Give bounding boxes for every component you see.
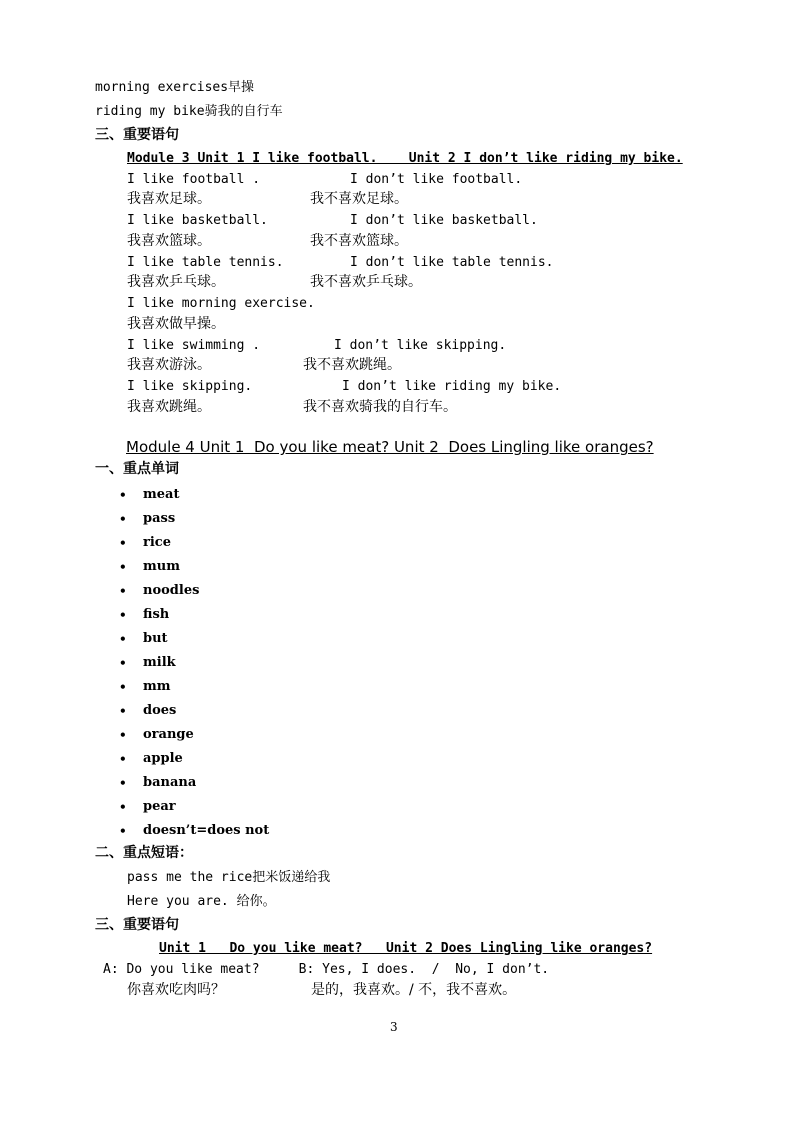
module3-heading: Module 3 Unit 1 I like football. Unit 2 I don’t like riding my bike. [127,151,683,166]
bullet-icon: • [119,584,127,598]
word-list [117,486,269,846]
word-text: mm [143,679,171,694]
bullet-icon: • [119,536,127,550]
bullet-icon: • [119,680,127,694]
bullet-icon: • [119,800,127,814]
list-item [117,606,269,630]
sentence-en-left: I like table tennis. [127,255,284,270]
word-text: fish [143,607,170,622]
sentence-en-right: I don’t like basketball. [350,213,538,228]
sentence-en-right: I don’t like skipping. [334,338,507,353]
section-title: 三、重要语句 [95,127,179,143]
bullet-icon: • [119,560,127,574]
section-title: 二、重点短语： [95,845,193,861]
bullet-icon: • [119,632,127,646]
word-text: noodles [143,583,200,598]
list-item [117,702,269,726]
dialog-line: A: Do you like meat? B: Yes, I does. / No, I don’t. [103,962,550,977]
sentence-cn-right: 我不喜欢乒乓球。 [310,274,422,290]
sentence-cn-left: 我喜欢跳绳。 [127,399,211,415]
phrase-line: pass me the rice把米饭递给我 [127,870,331,885]
word-text: banana [143,775,197,790]
word-text: but [143,631,168,646]
word-text: milk [143,655,176,670]
word-text: meat [143,487,180,502]
section-title: 一、重点单词 [95,461,179,477]
dialog-translation-right: 是的，我喜欢。/ 不，我不喜欢。 [311,982,517,998]
sentence-cn-right: 我不喜欢骑我的自行车。 [303,399,457,415]
list-item [117,726,269,750]
module4-heading: Module 4 Unit 1 Do you like meat? Unit 2 Does Lingling like oranges? [126,438,654,456]
bullet-icon: • [119,728,127,742]
list-item [117,558,269,582]
word-text: doesn’t=does not [143,823,270,838]
list-item [117,486,269,510]
sentence-cn-left: 我喜欢乒乓球。 [127,274,225,290]
list-item [117,678,269,702]
list-item [117,582,269,606]
sentence-cn-right: 我不喜欢足球。 [310,191,408,207]
bullet-icon: • [119,824,127,838]
phrase-line: Here you are. 给你。 [127,894,276,909]
bullet-icon: • [119,704,127,718]
page-number: 3 [390,1020,398,1034]
sentence-en-left: I like football . [127,172,261,187]
word-text: pear [143,799,176,814]
list-item [117,774,269,798]
sentence-en-right: I don’t like riding my bike. [342,379,562,394]
sentence-en-left: I like morning exercise. [127,296,315,311]
sentence-en-left: I like swimming . [127,338,261,353]
sentence-en-left: I like basketball. [127,213,268,228]
word-text: orange [143,727,194,742]
section-title: 三、重要语句 [95,917,179,933]
list-item [117,798,269,822]
word-text: rice [143,535,171,550]
vocab-line-1: morning exercises早操 [95,80,255,95]
list-item [117,510,269,534]
word-text: does [143,703,177,718]
sentence-cn-left: 我喜欢篮球。 [127,233,211,249]
sentence-cn-right: 我不喜欢篮球。 [310,233,408,249]
sentence-en-right: I don’t like table tennis. [350,255,554,270]
bullet-icon: • [119,608,127,622]
sentence-cn-left: 我喜欢游泳。 [127,357,211,373]
word-text: mum [143,559,180,574]
bullet-icon: • [119,752,127,766]
sentence-en-left: I like skipping. [127,379,253,394]
sentence-cn-left: 我喜欢做早操。 [127,316,225,332]
bullet-icon: • [119,656,127,670]
word-text: pass [143,511,176,526]
list-item [117,750,269,774]
list-item [117,534,269,558]
vocab-line-2: riding my bike骑我的自行车 [95,104,283,119]
sentence-en-right: I don’t like football. [350,172,523,187]
word-text: apple [143,751,183,766]
list-item [117,654,269,678]
sentence-cn-left: 我喜欢足球。 [127,191,211,207]
unit-heading: Unit 1 Do you like meat? Unit 2 Does Lingling like oranges? [159,941,653,956]
dialog-translation-left: 你喜欢吃肉吗？ [127,982,225,998]
list-item [117,822,269,846]
sentence-cn-right: 我不喜欢跳绳。 [303,357,401,373]
bullet-icon: • [119,488,127,502]
list-item [117,630,269,654]
bullet-icon: • [119,776,127,790]
bullet-icon: • [119,512,127,526]
